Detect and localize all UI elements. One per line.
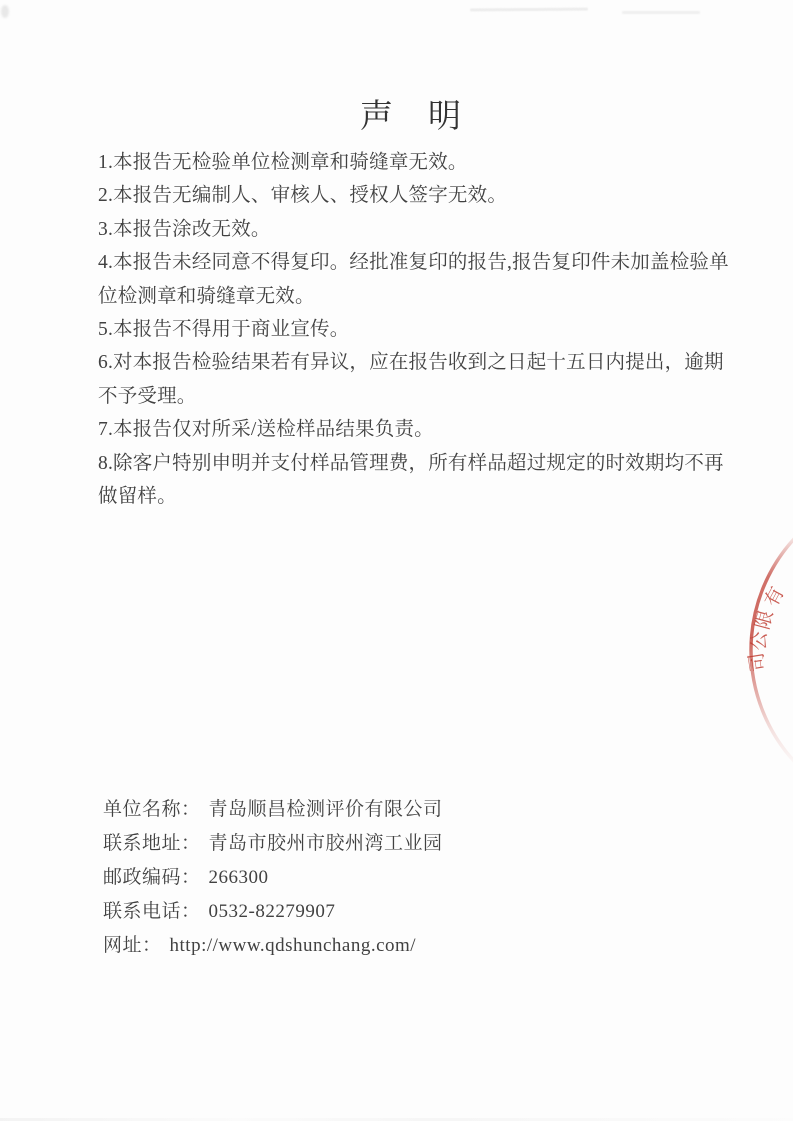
statement-line-6: 6.对本报告检验结果若有异议，应在报告收到之日起十五日内提出，逾期 [98, 352, 724, 374]
statement-line-3: 3.本报告涂改无效。 [98, 218, 271, 240]
contact-row-website [103, 929, 603, 963]
page-title: 声 明 [360, 99, 462, 135]
contact-row-postal-code [103, 861, 603, 895]
contact-row-phone [103, 895, 603, 929]
statement-line-8-cont: 做留样。 [98, 486, 177, 508]
statement-line-4-cont: 位检测章和骑缝章无效。 [98, 285, 315, 307]
statement-line-2: 2.本报告无编制人、审核人、授权人签字无效。 [98, 185, 508, 207]
postal-code-value: 266300 [208, 867, 269, 888]
statement-line-4: 4.本报告未经同意不得复印。经批准复印的报告,报告复印件未加盖检验单 [98, 252, 729, 274]
contact-row-address [103, 827, 603, 861]
statement-line-6-cont: 不予受理。 [98, 385, 197, 407]
postal-code-label: 邮政编码： [103, 867, 201, 888]
scan-artifact-streak2 [622, 11, 700, 14]
address-value: 青岛市胶州市胶州湾工业园 [208, 833, 443, 854]
contact-info [103, 793, 603, 963]
address-label: 联系地址： [103, 833, 201, 854]
scan-artifact-corner [1, 5, 9, 18]
website-label: 网址： [103, 935, 162, 956]
scan-artifact-streak1 [470, 8, 588, 12]
phone-value: 0532-82279907 [208, 901, 336, 922]
seal-character-3: 公 [749, 630, 771, 652]
statement-line-8: 8.除客户特别申明并支付样品管理费，所有样品超过规定的时效期均不再 [98, 452, 724, 474]
seal-character-4: 司 [746, 650, 770, 674]
statement-line-1: 1.本报告无检验单位检测章和骑缝章无效。 [98, 152, 468, 173]
statement-list [98, 146, 758, 513]
seal-character-2: 限 [752, 608, 778, 632]
phone-label: 联系电话： [103, 901, 201, 922]
company-name-value: 青岛顺昌检测评价有限公司 [208, 799, 443, 820]
company-name-label: 单位名称： [103, 799, 201, 820]
statement-line-7: 7.本报告仅对所采/送检样品结果负责。 [98, 419, 434, 441]
seal-character-1: 有 [761, 583, 789, 611]
contact-row-company-name [103, 793, 603, 827]
company-seal-stamp [728, 535, 793, 765]
website-value: http://www.qdshunchang.com/ [169, 935, 417, 956]
statement-line-5: 5.本报告不得用于商业宣传。 [98, 319, 350, 341]
